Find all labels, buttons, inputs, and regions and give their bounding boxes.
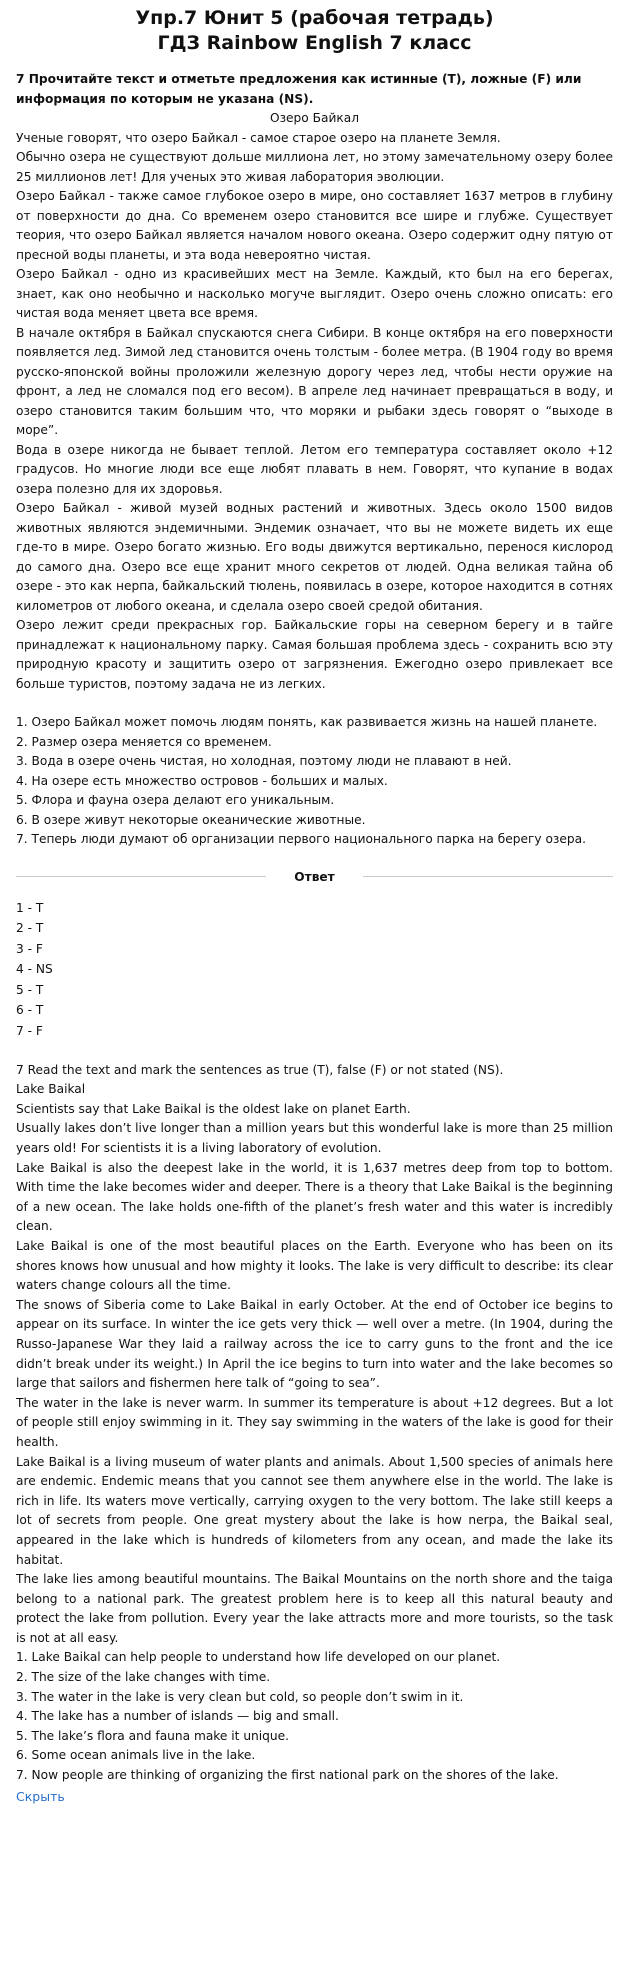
answers-list xyxy=(16,898,613,1042)
english-section xyxy=(16,1061,613,1786)
questions-ru xyxy=(16,713,613,850)
question-en: 5. The lake’s flora and fauna make it unique. xyxy=(16,1728,289,1743)
question-en: 2. The size of the lake changes with time. xyxy=(16,1670,271,1685)
paragraph-ru: Ученые говорят, что озеро Байкал - самое старое озеро на планете Земля. xyxy=(16,130,501,145)
text-title-en: Lake Baikal xyxy=(16,1082,86,1097)
hide-link[interactable]: Скрыть xyxy=(16,1788,65,1804)
question-ru: 2. Размер озера меняется со временем. xyxy=(16,734,272,749)
answer-item: 2 - T xyxy=(16,921,44,936)
paragraph-en: Usually lakes don’t live longer than a million years but this wonderful lake is more than 25 million years old! For scientists it is a living laboratory of evolution. xyxy=(16,1121,613,1156)
question-en: 3. The water in the lake is very clean but cold, so people don’t swim in it. xyxy=(16,1689,464,1704)
question-ru: 4. На озере есть множество островов - больших и малых. xyxy=(16,773,388,788)
paragraph-en: The snows of Siberia come to Lake Baikal in early October. At the end of October ice begins to appear on its surface. In winter the ice gets very thick — well over a metre. (In 1904, during the Russo-Japanese War they laid a railway across the ice to carry guns to the front and the ice didn’t break under its weight.) In April the ice begins to turn into water and the lake becomes so large that sailors and fishermen here talk of “going to sea”. xyxy=(16,1297,613,1391)
text-ru xyxy=(16,129,613,695)
paragraph-ru: Обычно озера не существуют дольше миллиона лет, но этому замечательному озеру более 25 миллионов лет! Для ученых это живая лаборатория эволюции. xyxy=(16,150,613,184)
answer-item: 5 - T xyxy=(16,982,44,997)
answer-item: 1 - T xyxy=(16,900,44,915)
question-en: 1. Lake Baikal can help people to understand how life developed on our planet. xyxy=(16,1650,501,1665)
question-en: 4. The lake has a number of islands — big and small. xyxy=(16,1709,339,1724)
paragraph-ru: Озеро лежит среди прекрасных гор. Байкальские горы на северном берегу и в тайге принадлежат к национальному парку. Самая большая проблема здесь - сохранить всю эту природную красоту и защитить озеро от загрязнения. Ежегодно озеро привлекает все больше туристов, поэтому задача не из легких. xyxy=(16,618,613,691)
question-ru: 5. Флора и фауна озера делают его уникальным. xyxy=(16,793,335,807)
paragraph-en: The lake lies among beautiful mountains. The Baikal Mountains on the north shore and the taiga belong to a national park. The greatest problem here is to keep all this natural beauty and protect the lake from pollution. Every year the lake attracts more and more tourists, so the task is not at all easy. xyxy=(16,1572,613,1645)
paragraph-ru: Озеро Байкал - живой музей водных растений и животных. Здесь около 1500 видов животных являются эндемичными. Эндемик означает, что вы не можете видеть их еще где-то в мире. Озеро богато жизнью. Его воды движутся вертикально, перенося кислород до самого дна. Озеро все еще хранит много секретов от людей. Одна великая тайна об озере - это как нерпа, байкальский тюлень, появилась в озере, которое находится в сотнях километров от любого океана, и сделала озеро своей средой обитания. xyxy=(16,501,613,613)
question-en: 6. Some ocean animals live in the lake. xyxy=(16,1748,256,1763)
page-title-line2: ГДЗ Rainbow English 7 класс xyxy=(157,32,472,54)
question-ru: 3. Вода в озере очень чистая, но холодная, поэтому люди не плавают в ней. xyxy=(16,754,512,768)
question-ru: 6. В озере живут некоторые океанические животные. xyxy=(16,812,366,827)
page-title-line1: Упр.7 Юнит 5 (рабочая тетрадь) xyxy=(135,7,494,29)
answer-heading: Ответ xyxy=(294,869,335,884)
paragraph-en: The water in the lake is never warm. In summer its temperature is about +12 degrees. But a lot of people still enjoy swimming in it. They say swimming in the waters of the lake is good for their health. xyxy=(16,1395,613,1449)
paragraph-ru: Озеро Байкал - также самое глубокое озеро в мире, оно составляет 1637 метров в глубину от поверхности до дна. Со временем озеро становится все шире и глубже. Существует теория, что озеро Байкал является началом нового океана. Озеро содержит одну пятую от пресной воды планеты, и эта вода невероятно чистая. xyxy=(16,189,613,262)
questions-en xyxy=(16,1648,613,1785)
answer-item: 6 - T xyxy=(16,1003,44,1018)
answer-item: 3 - F xyxy=(16,941,43,956)
task-header-ru: 7 Прочитайте текст и отметьте предложения как истинные (T), ложные (F) или информация по которым не указана (NS). xyxy=(16,72,582,106)
paragraph-ru: В начале октября в Байкал спускаются снега Сибири. В конце октября на его поверхности появляется лед. Зимой лед становится очень толстым - более метра. (В 1904 году во время русско-японской войны проложили железную дорогу через лед, чтобы нести оружие на фронт, а лед не сломался под его весом). В апреле лед начинает превращаться в воду, и озеро становится таким большим что, что моряки и рыбаки здесь говорят о “выходе в море”. xyxy=(16,325,613,437)
question-ru: 1. Озеро Байкал может помочь людям понять, как развивается жизнь на нашей планете. xyxy=(16,715,598,729)
divider-line-right xyxy=(363,876,613,877)
paragraph-en: Lake Baikal is also the deepest lake in the world, it is 1,637 metres deep from top to bottom. With time the lake becomes wider and deeper. There is a theory that Lake Baikal is the beginning of a new ocean. The lake holds one-fifth of the planet’s fresh water and this water is incredibly clean. xyxy=(16,1160,613,1234)
text-title-ru: Озеро Байкал xyxy=(269,111,359,125)
text-en xyxy=(16,1100,613,1649)
divider-line-left xyxy=(16,876,266,877)
paragraph-ru: Вода в озере никогда не бывает теплой. Летом его температура составляет около +12 градусов. Но многие люди все еще любят плавать в нем. Говорят, что купание в водах озера полезно для их здоровья. xyxy=(16,442,613,496)
question-ru: 7. Теперь люди думают об организации первого национального парка на берегу озера. xyxy=(16,832,586,846)
page-title xyxy=(16,6,613,56)
answer-item: 4 - NS xyxy=(16,962,53,977)
paragraph-en: Lake Baikal is one of the most beautiful places on the Earth. Everyone who has been on its shores knows how unusual and how mighty it looks. The lake is very difficult to describe: its clear waters change colours all the time. xyxy=(16,1239,613,1293)
paragraph-ru: Озеро Байкал - одно из красивейших мест на Земле. Каждый, кто был на его берегах, знает, как оно необычно и насколько могуче выглядит. Озеро очень сложно описать: его чистая вода меняет цвета все время. xyxy=(16,267,613,320)
answer-item: 7 - F xyxy=(16,1024,43,1039)
answer-divider xyxy=(16,870,613,884)
task-header-en: 7 Read the text and mark the sentences as true (T), false (F) or not stated (NS). xyxy=(16,1062,504,1077)
paragraph-en: Lake Baikal is a living museum of water plants and animals. About 1,500 species of animals here are endemic. Endemic means that you cannot see them anywhere else in the world. The lake is rich in life. Its waters move vertically, carrying oxygen to the very bottom. The lake still keeps a lot of secrets from people. One great mystery about the lake is how nerpa, the Baikal seal, appeared in the lake which is hundreds of kilometers from any ocean, and made the lake its habitat. xyxy=(16,1454,613,1567)
question-en: 7. Now people are thinking of organizing the first national park on the shores of the lake. xyxy=(16,1768,559,1783)
paragraph-en: Scientists say that Lake Baikal is the oldest lake on planet Earth. xyxy=(16,1101,411,1116)
